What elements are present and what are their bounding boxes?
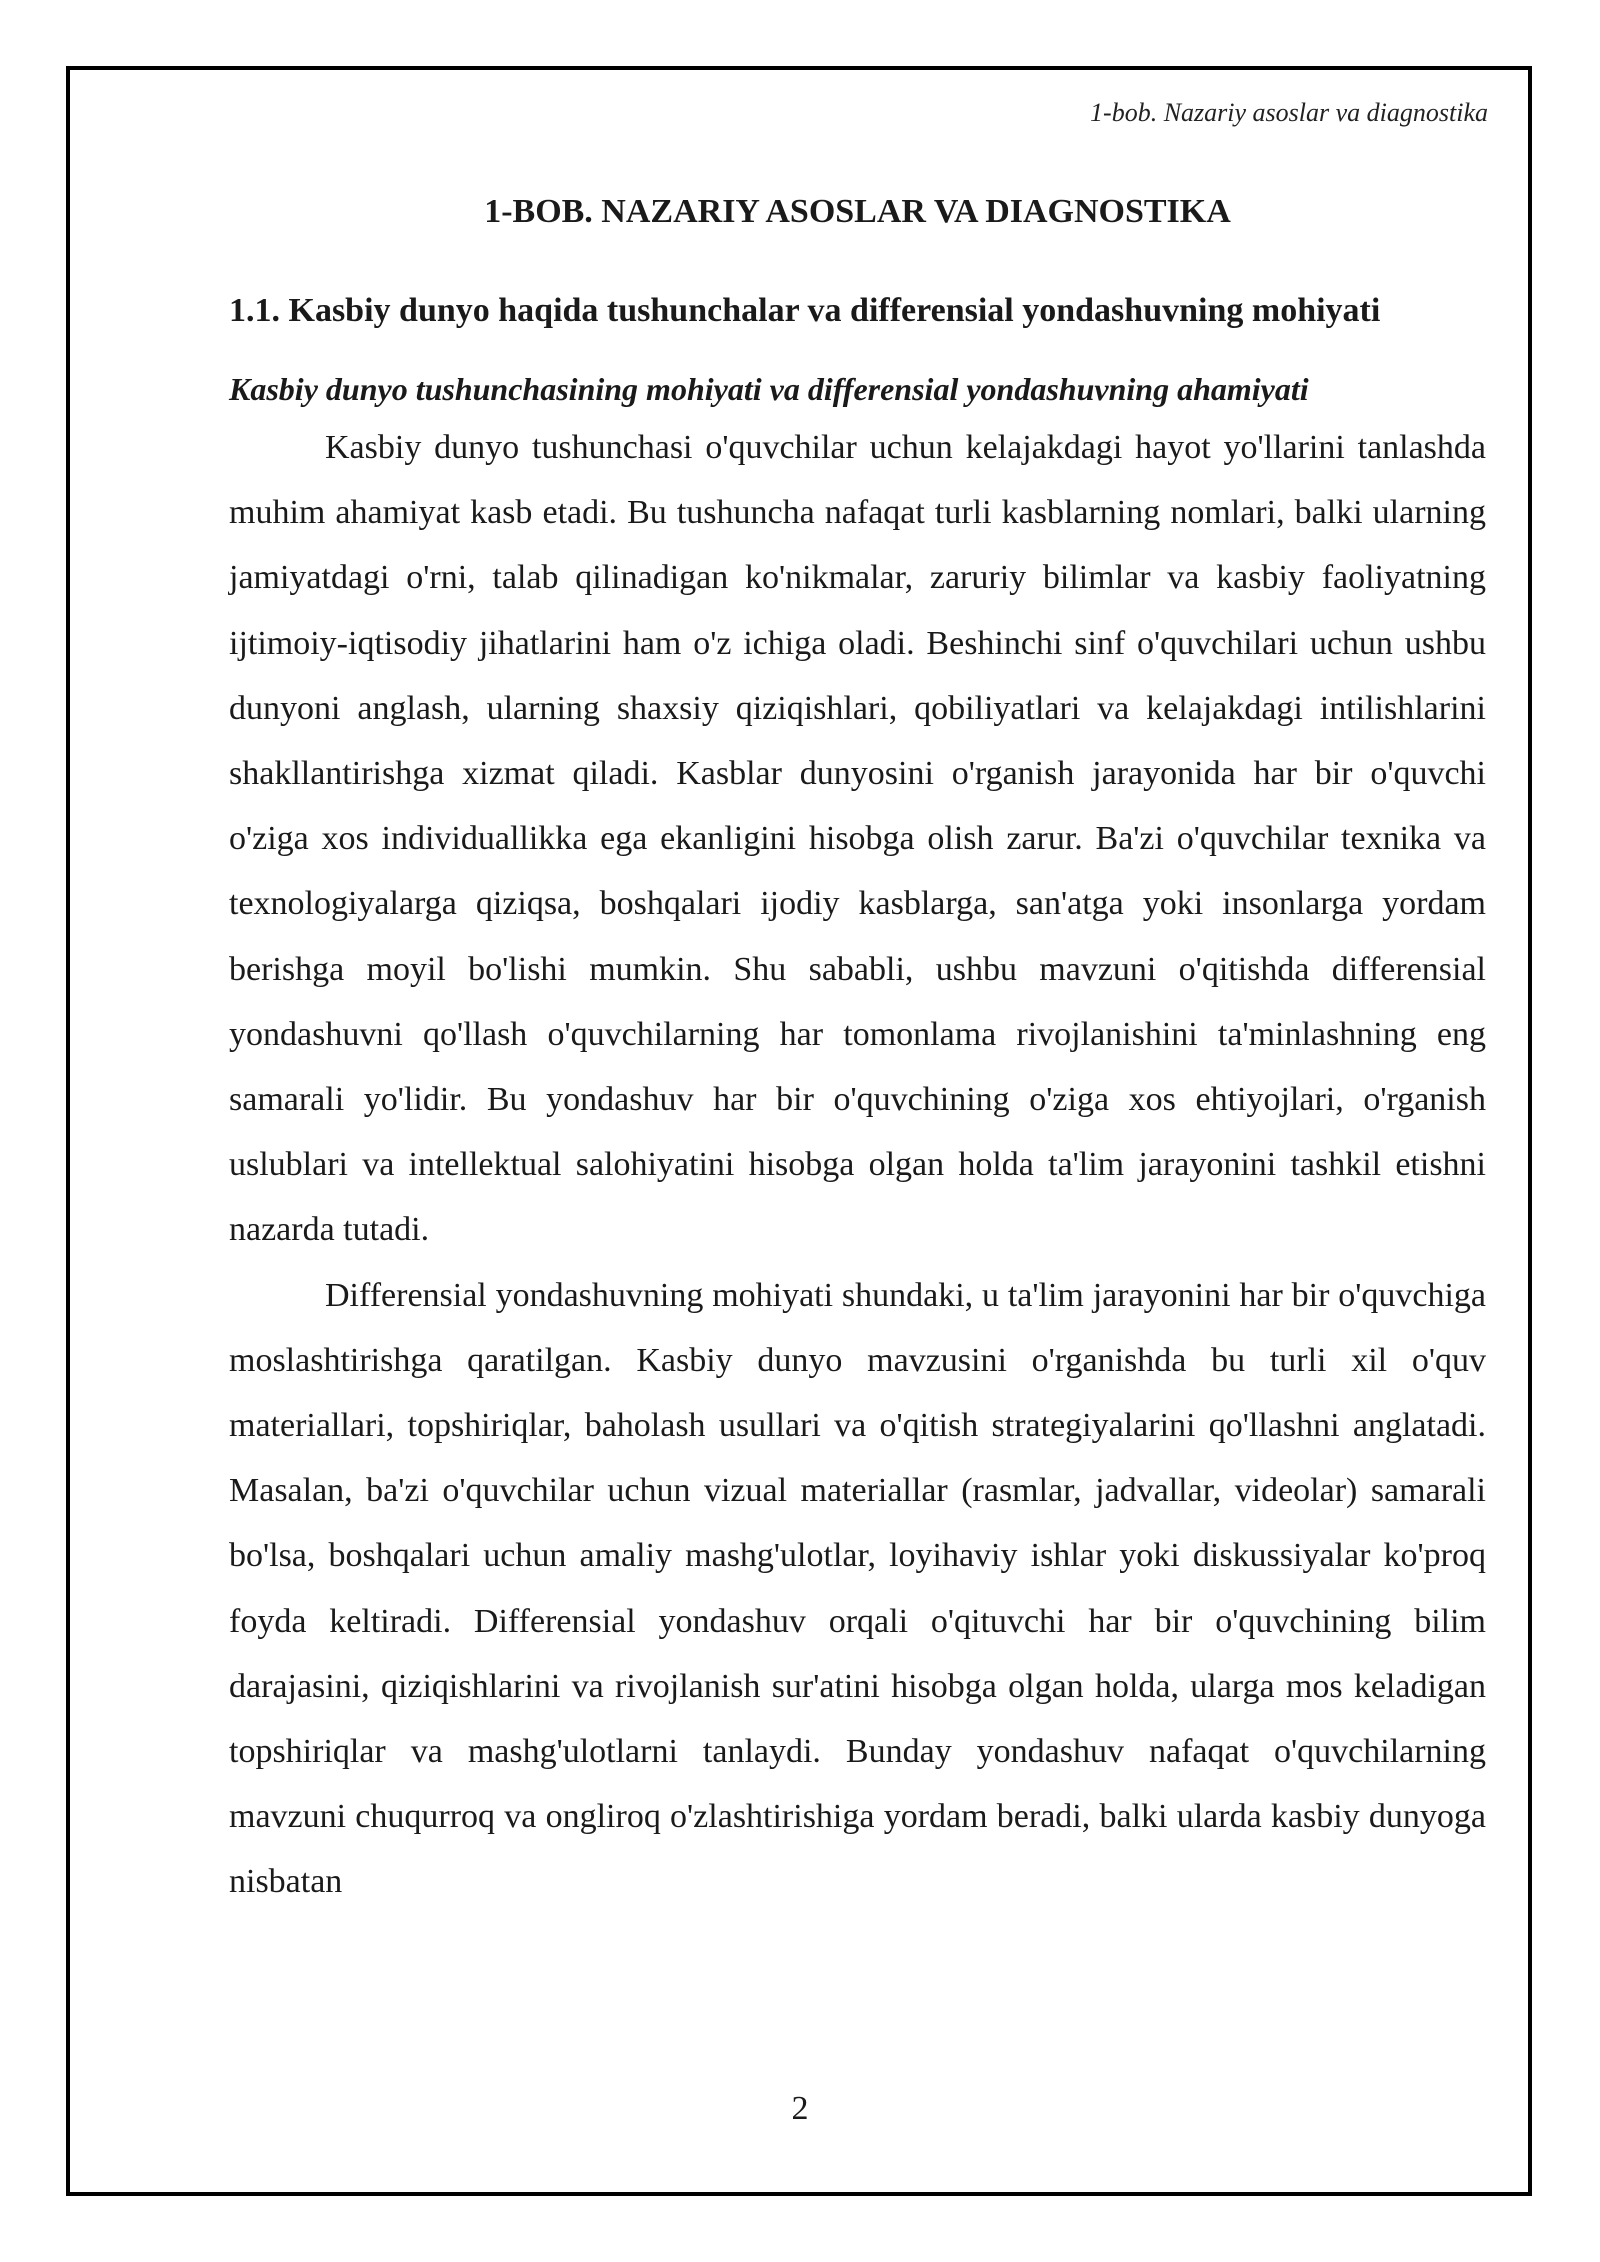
- section-title: 1.1. Kasbiy dunyo haqida tushunchalar va differensial yondashuvning mohiyati: [229, 292, 1381, 329]
- chapter-title: 1-BOB. NAZARIY ASOSLAR VA DIAGNOSTIKA: [484, 193, 1231, 230]
- body-paragraph: Kasbiy dunyo tushunchasi o'quvchilar uchun kelajakdagi hayot yo'llarini tanlashda muhim ahamiyat kasb etadi. Bu tushuncha nafaqat turli kasblarning nomlari, balki ularning jamiyatdagi o'rni, talab qilinadigan ko'nikmalar, zaruriy bilimlar va kasbiy faoliyatning ijtimoiy-iqtisodiy jihatlarini ham o'z ichiga oladi. Beshinchi sinf o'quvchilari uchun ushbu dunyoni anglash, ularning shaxsiy qiziqishlari, qobiliyatlari va kelajakdagi intilishlarini shakllantirishga xizmat qiladi. Kasblar dunyosini o'rganish jarayonida har bir o'quvchi o'ziga xos individuallikka ega ekanligini hisobga olish zarur. Ba'zi o'quvchilar texnika va texnologiyalarga qiziqsa, boshqalari ijodiy kasblarga, san'atga yoki insonlarga yordam berishga moyil bo'lishi mumkin. Shu sababli, ushbu mavzuni o'qitishda differensial yondashuvni qo'llash o'quvchilarning har tomonlama rivojlanishini ta'minlashning eng samarali yo'lidir. Bu yondashuv har bir o'quvchining o'ziga xos ehtiyojlari, o'rganish uslublari va intellektual salohiyatini hisobga olgan holda ta'lim jarayonini tashkil etishni nazarda tutadi.: [229, 429, 1486, 1249]
- body-paragraph: Differensial yondashuvning mohiyati shundaki, u ta'lim jarayonini har bir o'quvchiga moslashtirishga qaratilgan. Kasbiy dunyo mavzusini o'rganishda bu turli xil o'quv materiallari, topshiriqlar, baholash usullari va o'qitish strategiyalarini qo'llashni anglatadi. Masalan, ba'zi o'quvchilar uchun vizual materiallar (rasmlar, jadvallar, videolar) samarali bo'lsa, boshqalari uchun amaliy mashg'ulotlar, loyihaviy ishlar yoki diskussiyalar ko'proq foyda keltiradi. Differensial yondashuv orqali o'qituvchi har bir o'quvchining bilim darajasini, qiziqishlarini va rivojlanish sur'atini hisobga olgan holda, ularga mos keladigan topshiriqlar va mashg'ulotlarni tanlaydi. Bunday yondashuv nafaqat o'quvchilarning mavzuni chuqurroq va ongliroq o'zlashtirishiga yordam beradi, balki ularda kasbiy dunyoga nisbatan: [229, 1276, 1486, 1901]
- page-content: [229, 186, 1486, 1915]
- page-number: 2: [791, 2090, 809, 2127]
- running-header: 1-bob. Nazariy asoslar va diagnostika: [1090, 98, 1488, 127]
- section-subtitle: Kasbiy dunyo tushunchasining mohiyati va differensial yondashuvning ahamiyati: [229, 371, 1309, 407]
